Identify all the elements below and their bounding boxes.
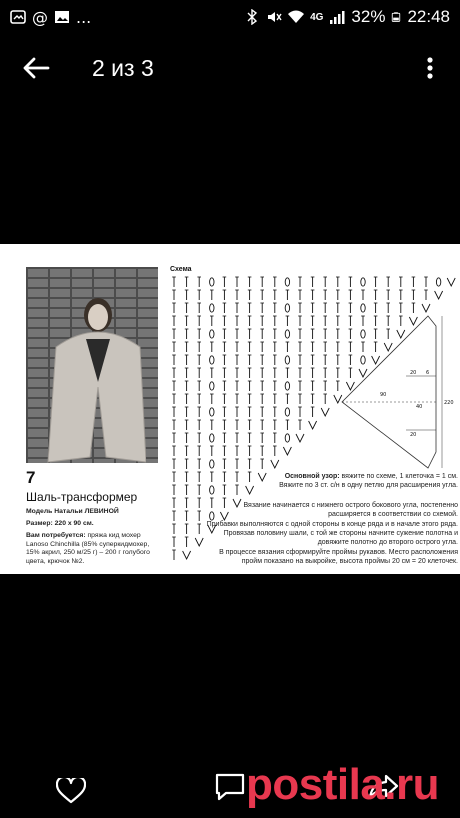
- stitch-symbol: [223, 472, 227, 482]
- stitch-symbol: [197, 329, 201, 339]
- stitch-symbol: [285, 330, 289, 338]
- stitch-symbol: [185, 303, 189, 313]
- stitch-symbol: [185, 459, 189, 469]
- stitch-symbol: [311, 277, 315, 287]
- stitch-symbol: [311, 316, 315, 326]
- stitch-symbol: [298, 316, 302, 326]
- stitch-symbol: [172, 342, 176, 352]
- stitch-symbol: [185, 407, 189, 417]
- stitch-symbol: [248, 303, 252, 313]
- dim-label-1: 20: [410, 370, 417, 376]
- stitch-symbol: [273, 342, 277, 352]
- stitch-symbol: [273, 381, 277, 391]
- main-pattern-heading: Основной узор:: [284, 473, 340, 480]
- stitch-symbol: [311, 342, 315, 352]
- app-bar: [0, 34, 460, 102]
- stitch-symbol: [260, 277, 264, 287]
- stitch-symbol: [399, 277, 403, 287]
- stitch-symbol: [273, 303, 277, 313]
- comment-icon: [214, 772, 246, 802]
- stitch-symbol: [298, 303, 302, 313]
- stitch-symbol: [172, 459, 176, 469]
- edge-increase-symbol: [195, 538, 203, 546]
- status-bar: [0, 0, 460, 34]
- stitch-symbol: [298, 329, 302, 339]
- stitch-symbol: [210, 304, 214, 312]
- stitch-symbol: [185, 316, 189, 326]
- stitch-symbol: [298, 381, 302, 391]
- stitch-symbol: [323, 290, 327, 300]
- stitch-symbol: [197, 498, 201, 508]
- stitch-symbol: [273, 420, 277, 430]
- stitch-symbol: [260, 394, 264, 404]
- stitch-symbol: [172, 329, 176, 339]
- materials-text: пряжа кид мохер Lanoso Chinchilla (85% суперкидмохер, 15% акрил, 250 м/25 г) – 200 г голубого цвета, крючок №2.: [26, 532, 150, 565]
- stitch-symbol: [235, 342, 239, 352]
- stitch-symbol: [260, 303, 264, 313]
- main-pattern-text: вяжите по схеме, 1 клеточка = 1 см. Вяжите по 3 ст. с/н в одну петлю для расширения угла.: [279, 473, 458, 489]
- stitch-symbol: [223, 368, 227, 378]
- stitch-symbol: [260, 446, 264, 456]
- edge-increase-symbol: [296, 434, 304, 442]
- stitch-symbol: [311, 368, 315, 378]
- stitch-symbol: [172, 472, 176, 482]
- stitch-symbol: [172, 303, 176, 313]
- mute-icon: [266, 9, 282, 25]
- stitch-symbol: [223, 381, 227, 391]
- stitch-symbol: [311, 355, 315, 365]
- stitch-symbol: [197, 511, 201, 521]
- stitch-symbol: [223, 290, 227, 300]
- at-notification-icon: @: [32, 7, 48, 27]
- stitch-symbol: [185, 485, 189, 495]
- stitch-symbol: [311, 303, 315, 313]
- signal-icon: [329, 9, 345, 25]
- stitch-symbol: [311, 407, 315, 417]
- stitch-symbol: [172, 511, 176, 521]
- viewed-image[interactable]: [0, 244, 460, 574]
- stitch-symbol: [210, 446, 214, 456]
- stitch-symbol: [210, 472, 214, 482]
- edge-increase-symbol: [447, 278, 455, 286]
- stitch-symbol: [210, 330, 214, 338]
- network-type: 4G: [310, 11, 324, 23]
- like-button[interactable]: [50, 770, 92, 812]
- stitch-symbol: [235, 485, 239, 495]
- stitch-symbol: [172, 381, 176, 391]
- stitch-symbol: [260, 355, 264, 365]
- stitch-symbol: [223, 329, 227, 339]
- stitch-symbol: [273, 394, 277, 404]
- stitch-symbol: [260, 420, 264, 430]
- stitch-symbol: [248, 316, 252, 326]
- stitch-symbol: [298, 342, 302, 352]
- stitch-symbol: [298, 355, 302, 365]
- edge-increase-symbol: [183, 551, 191, 559]
- stitch-symbol: [223, 420, 227, 430]
- stitch-symbol: [311, 290, 315, 300]
- stitch-symbol: [223, 498, 227, 508]
- stitch-symbol: [298, 290, 302, 300]
- edge-increase-symbol: [309, 421, 317, 429]
- stitch-symbol: [248, 446, 252, 456]
- stitch-symbol: [285, 382, 289, 390]
- stitch-symbol: [323, 381, 327, 391]
- stitch-symbol: [260, 381, 264, 391]
- description-2: Прибавки выполняются с одной стороны в конце ряда и в начале этого ряда. Провязав половину шали, с той же стороны начните сужение полотна и довяжите полотно до второго острого угла.: [206, 521, 458, 546]
- stitch-symbol: [374, 277, 378, 287]
- stitch-symbol: [424, 277, 428, 287]
- stitch-symbol: [223, 446, 227, 456]
- stitch-symbol: [172, 316, 176, 326]
- stitch-symbol: [223, 459, 227, 469]
- stitch-symbol: [235, 420, 239, 430]
- dim-label-2: 6: [426, 370, 430, 376]
- stitch-symbol: [285, 434, 289, 442]
- dim-label-3: 90: [380, 392, 387, 398]
- stitch-symbol: [248, 329, 252, 339]
- stitch-symbol: [185, 524, 189, 534]
- stitch-symbol: [210, 290, 214, 300]
- stitch-symbol: [235, 277, 239, 287]
- stitch-symbol: [273, 290, 277, 300]
- stitch-symbol: [248, 433, 252, 443]
- stitch-symbol: [197, 381, 201, 391]
- stitch-symbol: [235, 368, 239, 378]
- stitch-symbol: [248, 472, 252, 482]
- stitch-symbol: [273, 407, 277, 417]
- stitch-symbol: [197, 290, 201, 300]
- stitch-symbol: [197, 524, 201, 534]
- stitch-symbol: [273, 446, 277, 456]
- stitch-symbol: [210, 356, 214, 364]
- stitch-symbol: [185, 342, 189, 352]
- stitch-symbol: [260, 316, 264, 326]
- stitch-symbol: [185, 472, 189, 482]
- stitch-symbol: [197, 420, 201, 430]
- dim-label-6: 20: [410, 432, 417, 438]
- stitch-symbol: [210, 278, 214, 286]
- size-info: Размер: 220 х 90 см.: [26, 520, 94, 527]
- stitch-symbol: [235, 316, 239, 326]
- stitch-symbol: [235, 303, 239, 313]
- stitch-symbol: [260, 459, 264, 469]
- stitch-symbol: [235, 472, 239, 482]
- main-pattern-block: [262, 472, 458, 490]
- stitch-symbol: [248, 368, 252, 378]
- stitch-symbol: [210, 512, 214, 520]
- stitch-symbol: [273, 277, 277, 287]
- stitch-symbol: [260, 407, 264, 417]
- materials-heading: Вам потребуется:: [26, 532, 86, 539]
- stitch-symbol: [235, 394, 239, 404]
- stitch-symbol: [285, 356, 289, 364]
- stitch-symbol: [197, 459, 201, 469]
- stitch-symbol: [223, 394, 227, 404]
- stitch-symbol: [273, 355, 277, 365]
- stitch-symbol: [210, 342, 214, 352]
- stitch-symbol: [210, 498, 214, 508]
- stitch-symbol: [185, 511, 189, 521]
- stitch-symbol: [248, 381, 252, 391]
- article-title: Шаль-трансформер: [26, 490, 138, 504]
- postila-watermark: postila.ru: [246, 760, 440, 809]
- stitch-symbol: [172, 277, 176, 287]
- stitch-symbol: [197, 342, 201, 352]
- dim-label-4: 40: [416, 404, 423, 410]
- stitch-symbol: [210, 434, 214, 442]
- stitch-symbol: [286, 316, 290, 326]
- stitch-symbol: [235, 446, 239, 456]
- materials-block: [26, 532, 161, 566]
- stitch-symbol: [248, 420, 252, 430]
- wifi-icon: [288, 9, 304, 25]
- shawl-outline-diagram: [336, 292, 454, 472]
- stitch-symbol: [323, 355, 327, 365]
- stitch-symbol: [311, 381, 315, 391]
- stitch-symbol: [235, 329, 239, 339]
- stitch-symbol: [248, 394, 252, 404]
- stitch-symbol: [248, 355, 252, 365]
- stitch-symbol: [285, 278, 289, 286]
- stitch-symbol: [285, 304, 289, 312]
- stitch-symbol: [235, 407, 239, 417]
- description-3: В процессе вязания сформируйте проймы рукавов. Место расположения пройм показано на выкройке, высота проймы 20 см = 20 клеточек.: [219, 549, 458, 565]
- stitch-symbol: [197, 472, 201, 482]
- stitch-symbol: [298, 394, 302, 404]
- stitch-symbol: [298, 407, 302, 417]
- stitch-symbol: [349, 277, 353, 287]
- edge-increase-symbol: [246, 486, 254, 494]
- page-counter-title: 2 из 3: [92, 54, 154, 81]
- stitch-symbol: [323, 277, 327, 287]
- stitch-symbol: [235, 290, 239, 300]
- arrow-left-icon: [22, 56, 50, 80]
- stitch-symbol: [172, 550, 176, 560]
- model-photo: [26, 267, 158, 463]
- stitch-symbol: [361, 278, 365, 286]
- stitch-symbol: [185, 433, 189, 443]
- stitch-symbol: [273, 433, 277, 443]
- stitch-symbol: [248, 459, 252, 469]
- stitch-symbol: [285, 408, 289, 416]
- more-vert-icon: [427, 56, 433, 80]
- stitch-symbol: [323, 342, 327, 352]
- gallery-notification-icon: [10, 9, 26, 25]
- stitch-symbol: [323, 368, 327, 378]
- stitch-symbol: [197, 446, 201, 456]
- heart-icon: [56, 778, 86, 804]
- stitch-symbol: [412, 277, 416, 287]
- stitch-symbol: [286, 394, 290, 404]
- stitch-symbol: [172, 290, 176, 300]
- stitch-symbol: [298, 277, 302, 287]
- stitch-symbol: [223, 355, 227, 365]
- stitch-symbol: [172, 485, 176, 495]
- stitch-symbol: [223, 485, 227, 495]
- stitch-symbol: [185, 368, 189, 378]
- battery-icon: [391, 9, 401, 25]
- stitch-symbol: [210, 460, 214, 468]
- battery-percent: 32%: [351, 7, 386, 26]
- stitch-symbol: [197, 277, 201, 287]
- edge-increase-symbol: [271, 460, 279, 468]
- stitch-symbol: [185, 355, 189, 365]
- stitch-symbol: [172, 498, 176, 508]
- woman-in-shawl-figure: [46, 287, 146, 463]
- stitch-symbol: [197, 303, 201, 313]
- stitch-symbol: [248, 407, 252, 417]
- stitch-symbol: [311, 329, 315, 339]
- overflow-menu-button[interactable]: [410, 38, 450, 98]
- stitch-symbol: [235, 433, 239, 443]
- back-button[interactable]: [6, 38, 66, 98]
- description-1: Вязание начинается с нижнего острого бокового угла, постепенно расширяется в соответствии со схемой.: [243, 502, 458, 518]
- stitch-symbol: [185, 290, 189, 300]
- stitch-symbol: [185, 381, 189, 391]
- stitch-symbol: [185, 537, 189, 547]
- stitch-symbol: [260, 290, 264, 300]
- stitch-symbol: [286, 342, 290, 352]
- stitch-symbol: [210, 420, 214, 430]
- stitch-symbol: [172, 394, 176, 404]
- stitch-symbol: [210, 382, 214, 390]
- more-notifications: ...: [76, 7, 92, 27]
- scheme-label: Схема: [170, 266, 192, 273]
- stitch-symbol: [223, 342, 227, 352]
- model-author: Модель Натальи ЛЕВИНОЙ: [26, 508, 119, 515]
- stitch-symbol: [210, 486, 214, 494]
- stitch-symbol: [197, 368, 201, 378]
- stitch-symbol: [210, 316, 214, 326]
- stitch-symbol: [172, 368, 176, 378]
- stitch-symbol: [210, 368, 214, 378]
- stitch-symbol: [286, 420, 290, 430]
- stitch-symbol: [260, 342, 264, 352]
- stitch-symbol: [260, 433, 264, 443]
- stitch-symbol: [336, 277, 340, 287]
- stitch-symbol: [223, 407, 227, 417]
- stitch-symbol: [248, 290, 252, 300]
- stitch-symbol: [197, 355, 201, 365]
- stitch-symbol: [323, 303, 327, 313]
- stitch-symbol: [273, 316, 277, 326]
- stitch-symbol: [436, 278, 440, 286]
- stitch-symbol: [197, 394, 201, 404]
- stitch-symbol: [273, 329, 277, 339]
- stitch-symbol: [172, 355, 176, 365]
- stitch-symbol: [223, 316, 227, 326]
- stitch-symbol: [235, 381, 239, 391]
- edge-increase-symbol: [283, 447, 291, 455]
- stitch-symbol: [260, 329, 264, 339]
- article-number: 7: [26, 468, 36, 487]
- stitch-symbol: [185, 329, 189, 339]
- stitch-symbol: [172, 433, 176, 443]
- stitch-symbol: [185, 420, 189, 430]
- stitch-symbol: [323, 394, 327, 404]
- stitch-symbol: [185, 277, 189, 287]
- stitch-symbol: [248, 277, 252, 287]
- stitch-symbol: [286, 368, 290, 378]
- stitch-symbol: [260, 368, 264, 378]
- edge-increase-symbol: [220, 512, 228, 520]
- stitch-symbol: [197, 433, 201, 443]
- bottom-action-bar: [0, 760, 460, 818]
- stitch-symbol: [172, 537, 176, 547]
- stitch-symbol: [298, 420, 302, 430]
- bluetooth-icon: [244, 9, 260, 25]
- stitch-symbol: [311, 394, 315, 404]
- image-notification-icon: [54, 9, 70, 25]
- stitch-symbol: [273, 368, 277, 378]
- stitch-symbol: [235, 459, 239, 469]
- clock: 22:48: [407, 7, 450, 26]
- stitch-symbol: [172, 524, 176, 534]
- stitch-symbol: [298, 368, 302, 378]
- stitch-symbol: [185, 498, 189, 508]
- stitch-symbol: [197, 485, 201, 495]
- stitch-symbol: [197, 316, 201, 326]
- stitch-symbol: [323, 316, 327, 326]
- stitch-symbol: [235, 355, 239, 365]
- stitch-symbol: [223, 303, 227, 313]
- stitch-symbol: [386, 277, 390, 287]
- stitch-symbol: [248, 342, 252, 352]
- stitch-symbol: [172, 420, 176, 430]
- dim-label-5: 220: [444, 400, 454, 406]
- stitch-symbol: [223, 433, 227, 443]
- edge-increase-symbol: [321, 408, 329, 416]
- stitch-symbol: [223, 277, 227, 287]
- stitch-symbol: [185, 394, 189, 404]
- stitch-symbol: [185, 446, 189, 456]
- stitch-symbol: [286, 290, 290, 300]
- stitch-symbol: [197, 407, 201, 417]
- stitch-symbol: [172, 446, 176, 456]
- stitch-symbol: [210, 408, 214, 416]
- stitch-symbol: [323, 329, 327, 339]
- stitch-symbol: [172, 407, 176, 417]
- stitch-symbol: [210, 394, 214, 404]
